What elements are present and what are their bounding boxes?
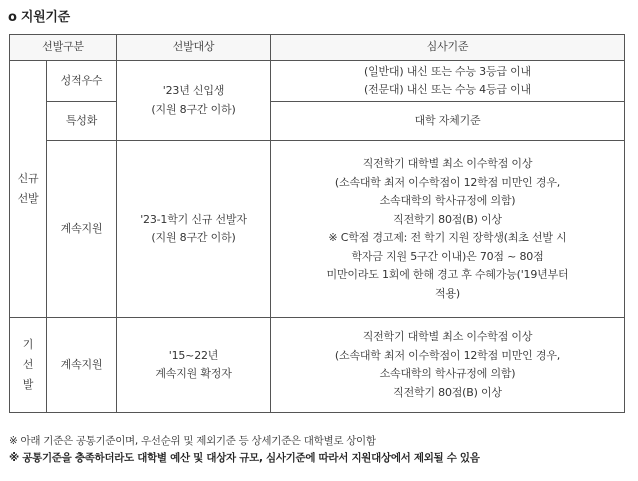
header-criteria: 심사기준 (271, 35, 625, 61)
existing-selection-label: 기 선 발 (10, 318, 47, 413)
table-row (10, 141, 625, 318)
specialized-label: 특성화 (47, 102, 117, 141)
section-title: o 지원기준 (8, 10, 70, 25)
new-continuing-label: 계속지원 (47, 141, 117, 318)
excellence-label: 성적우수 (47, 61, 117, 102)
excellence-criteria: (일반대) 내신 또는 수능 3등급 이내 (전문대) 내신 또는 수능 4등급 이내 (271, 61, 625, 102)
header-category: 선발구분 (10, 35, 117, 61)
footnote-exclusion: ※ 공통기준을 충족하더라도 대학별 예산 및 대상자 규모, 심사기준에 따라서 지원대상에서 제외될 수 있음 (9, 452, 480, 464)
table-row (10, 318, 625, 413)
footnote-common-criteria: ※ 아래 기준은 공통기준이며, 우선순위 및 제외기준 등 상세기준은 대학별로 상이함 (9, 435, 376, 447)
new-selection-label: 신규 선발 (10, 61, 47, 318)
existing-continuing-criteria: 직전학기 대학별 최소 이수학점 이상 (소속대학 최저 이수학점이 12학점 미만인 경우, 소속대학의 학사규정에 의함) 직전학기 80점(B) 이상 (271, 318, 625, 413)
existing-continuing-target: '15~22년 계속지원 확정자 (117, 318, 271, 413)
footnotes (9, 433, 480, 467)
table-row (10, 102, 625, 141)
new-continuing-criteria: 직전학기 대학별 최소 이수학점 이상 (소속대학 최저 이수학점이 12학점 미만인 경우, 소속대학의 학사규정에 의함) 직전학기 80점(B) 이상 ※ C학점 경고제: 전 학기 지원 장학생(최초 선발 시 학자금 지원 5구간 이내)은 70점 ~ 80점 미만이라도 1회에 한해 경고 후 수혜가능('19년부터 적용) (271, 141, 625, 318)
header-target: 선발대상 (117, 35, 271, 61)
specialized-criteria: 대학 자체기준 (271, 102, 625, 141)
selection-criteria-table (9, 34, 625, 413)
existing-continuing-label: 계속지원 (47, 318, 117, 413)
header-row (10, 35, 625, 61)
excellence-target: '23년 신입생 (지원 8구간 이하) (117, 61, 271, 141)
table-row (10, 61, 625, 102)
new-continuing-target: '23-1학기 신규 선발자 (지원 8구간 이하) (117, 141, 271, 318)
